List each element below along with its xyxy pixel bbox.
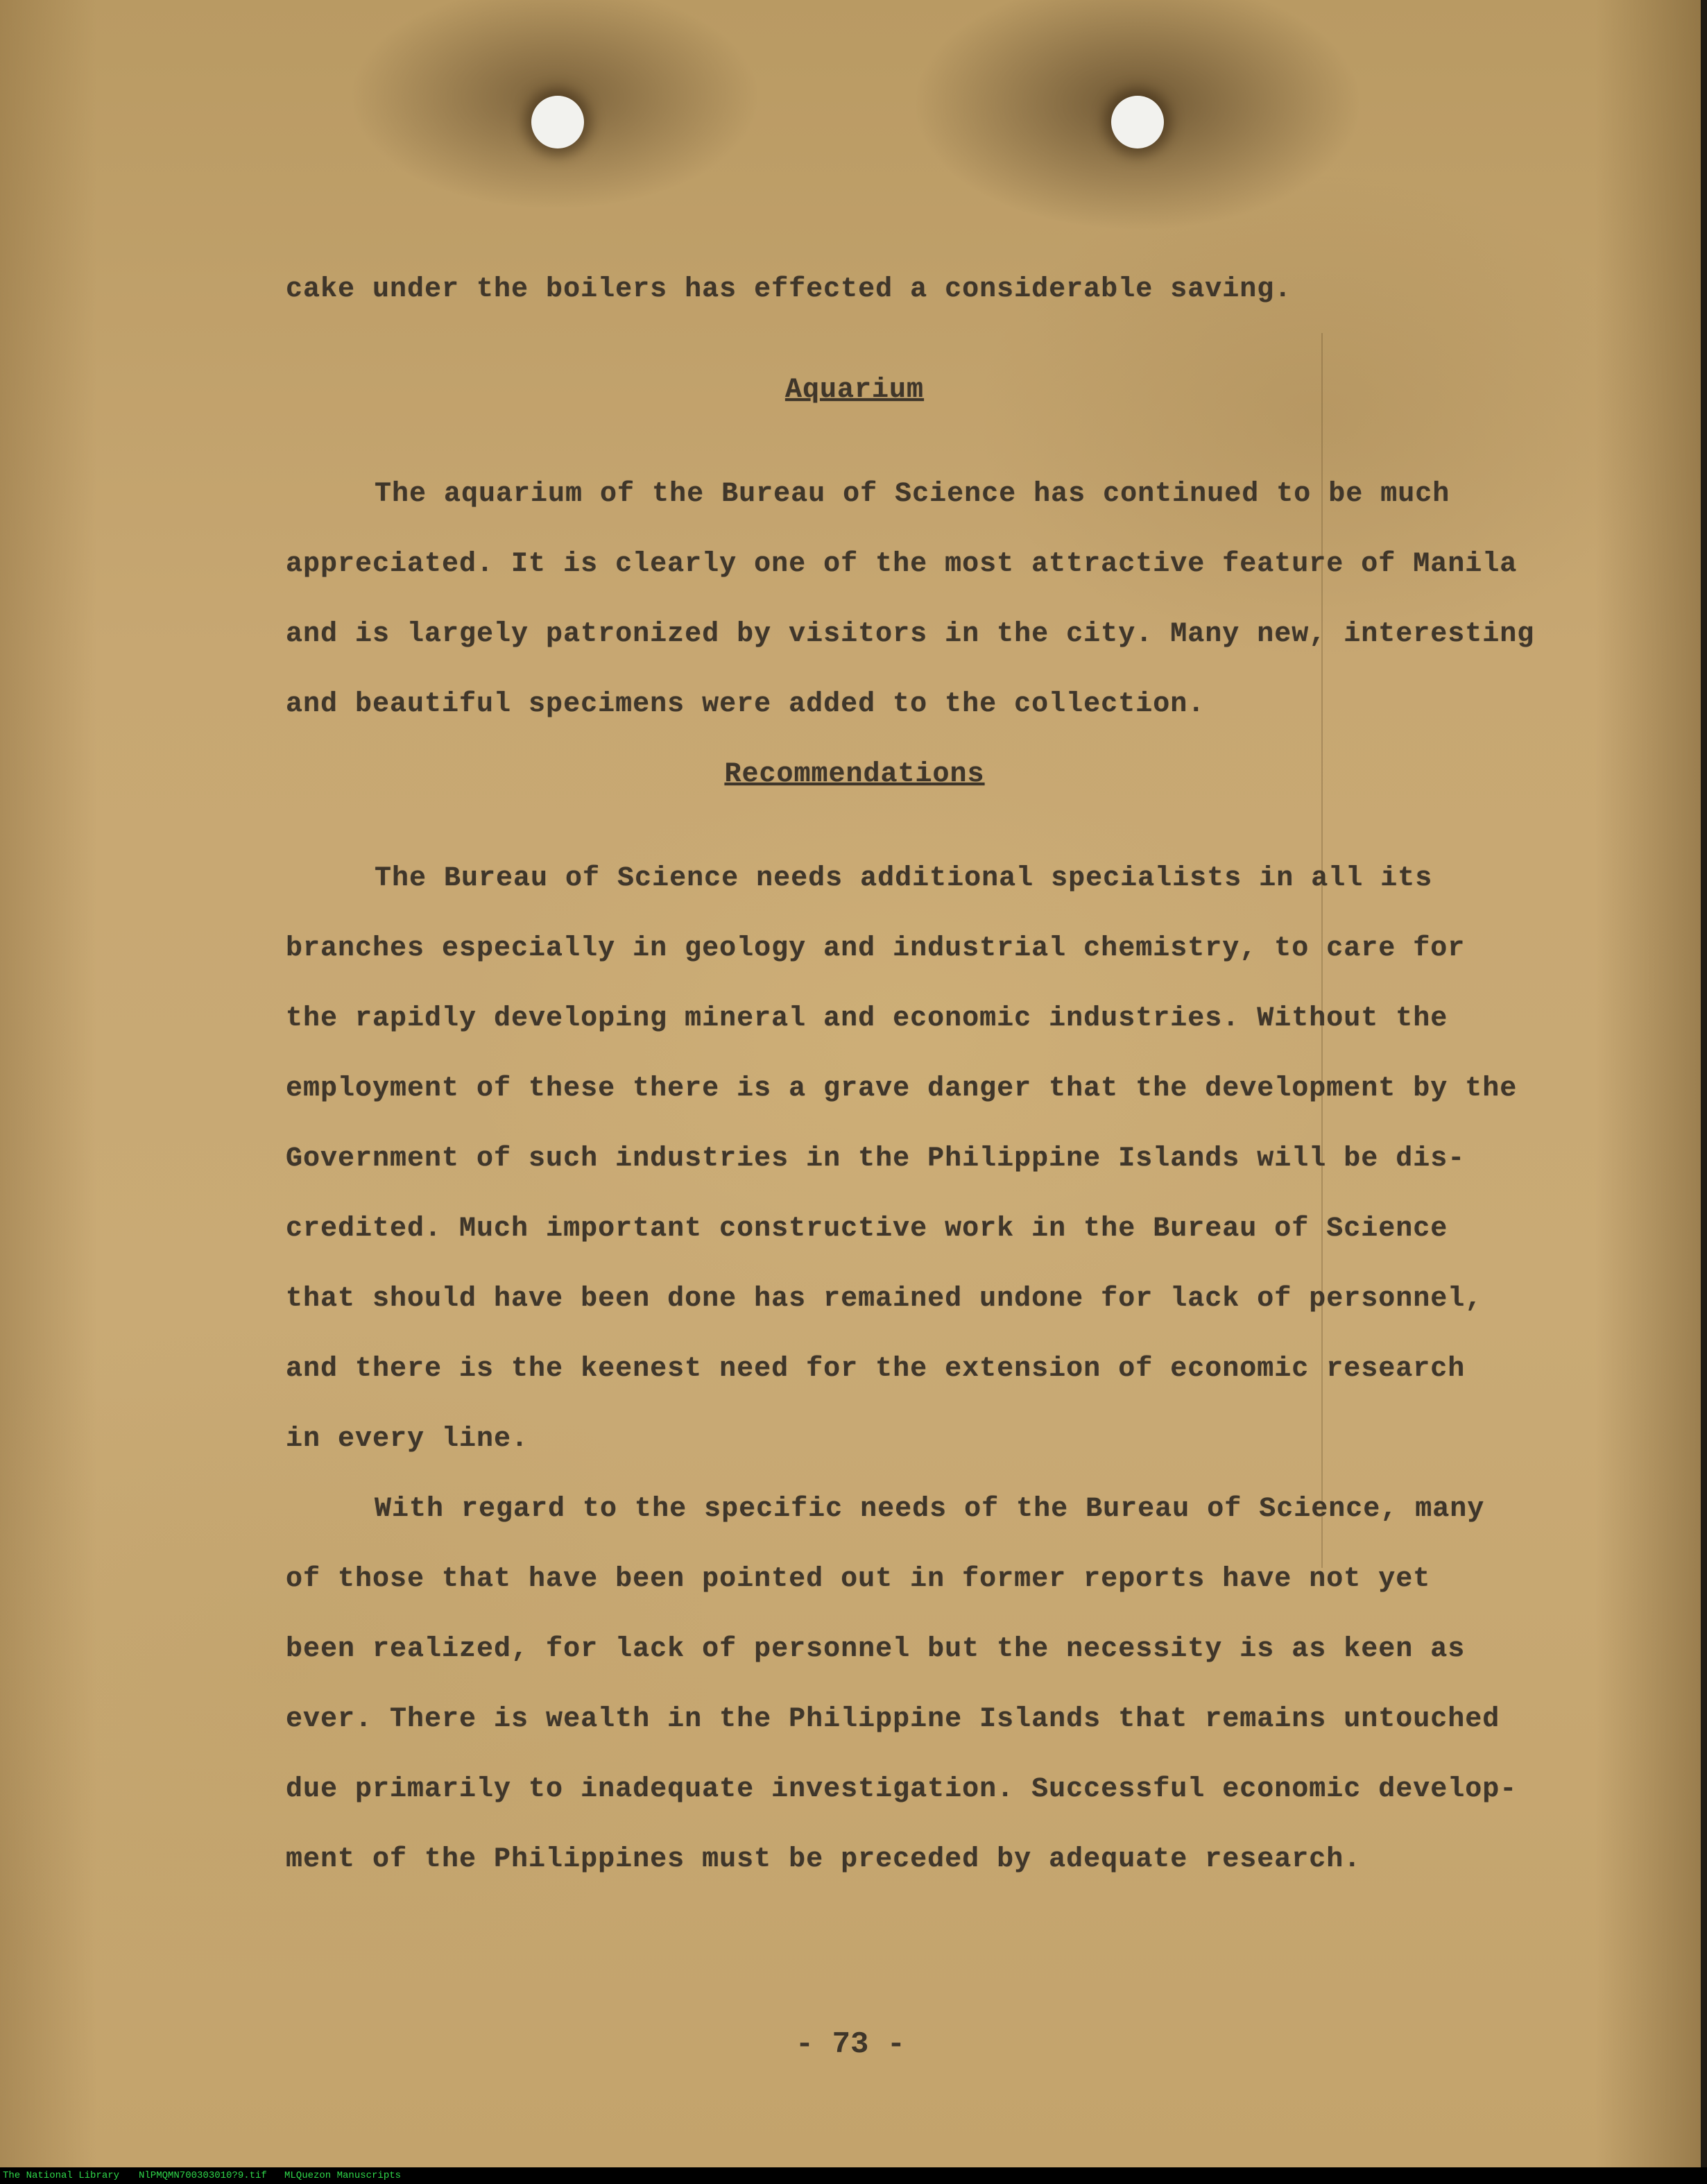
footer-file-id: NlPMQMN700303010?9.tif <box>139 2170 267 2181</box>
punch-hole <box>1111 96 1164 148</box>
section-heading-aquarium: Aquarium <box>784 375 925 406</box>
text-line: and is largely patronized by visitors in the city. Many new, interesting <box>286 619 1535 650</box>
text-line: and beautiful specimens were added to the collection. <box>286 689 1206 720</box>
punch-hole <box>531 96 584 148</box>
section-heading-recommendations: Recommendations <box>724 759 985 790</box>
text-line: due primarily to inadequate investigation. Successful economic develop- <box>286 1774 1518 1805</box>
text-line: in every line. <box>286 1424 529 1455</box>
text-line: and there is the keenest need for the extension of economic research <box>286 1354 1466 1385</box>
text-line: Government of such industries in the Philippine Islands will be dis- <box>286 1143 1466 1175</box>
text-line: ever. There is wealth in the Philippine Islands that remains untouched <box>286 1704 1500 1735</box>
text-line: cake under the boilers has effected a considerable saving. <box>286 274 1292 305</box>
text-line: employment of these there is a grave danger that the development by the <box>286 1073 1518 1104</box>
text-line: The aquarium of the Bureau of Science has continued to be much <box>375 479 1450 510</box>
page-number: - 73 - <box>795 2027 906 2062</box>
scan-footer-bar <box>0 2167 1707 2184</box>
text-line: With regard to the specific needs of the Bureau of Science, many <box>375 1494 1485 1525</box>
text-line: the rapidly developing mineral and economic industries. Without the <box>286 1003 1448 1034</box>
typed-text-body <box>286 269 1576 1909</box>
text-line: The Bureau of Science needs additional specialists in all its <box>375 863 1433 894</box>
text-line: credited. Much important constructive work in the Bureau of Science <box>286 1213 1448 1245</box>
text-line: that should have been done has remained undone for lack of personnel, <box>286 1283 1483 1315</box>
text-line: of those that have been pointed out in former reports have not yet <box>286 1564 1431 1595</box>
footer-library: The National Library <box>3 2170 120 2181</box>
footer-collection: MLQuezon Manuscripts <box>284 2170 402 2181</box>
text-line: branches especially in geology and industrial chemistry, to care for <box>286 933 1466 964</box>
text-line: been realized, for lack of personnel but the necessity is as keen as <box>286 1634 1466 1665</box>
text-line: ment of the Philippines must be preceded by adequate research. <box>286 1844 1362 1875</box>
text-line: appreciated. It is clearly one of the most attractive feature of Manila <box>286 549 1518 580</box>
